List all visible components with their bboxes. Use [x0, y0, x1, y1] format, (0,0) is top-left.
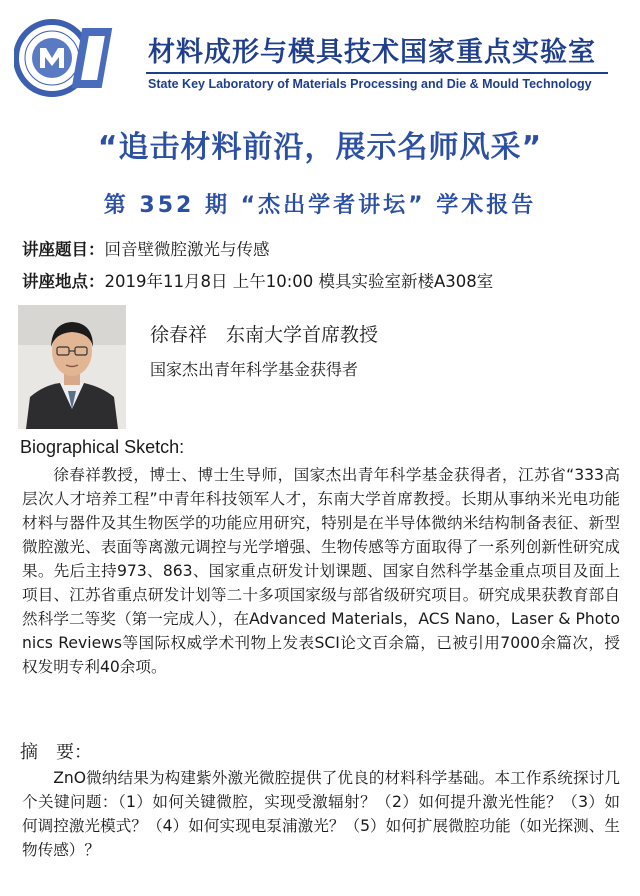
abstract-text: ZnO微纳结果为构建紫外激光微腔提供了优良的材料科学基础。本工作系统探讨几个关键问题：（1）如何关键微腔，实现受激辐射？（2）如何提升激光性能？（3）如何调控激光模式？（4）如何实现电泵浦激光？（5）如何扩展微腔功能（如光探测、生物传感）？ [22, 769, 620, 859]
speaker-photo [18, 305, 126, 429]
topic-value: 回音壁微腔激光与传感 [104, 240, 270, 259]
forum-title: 第 352 期 “杰出学者讲坛” 学术报告 [103, 193, 537, 218]
speaker-honor: 国家杰出青年科学基金获得者 [150, 360, 359, 379]
lab-logo [14, 18, 124, 98]
lab-name-en: State Key Laboratory of Materials Processing and Die & Mould Technology [148, 77, 592, 91]
slogan: “追击材料前沿，展示名师风采” [97, 130, 543, 165]
bio-text: 徐春祥教授，博士、博士生导师，国家杰出青年科学基金获得者，江苏省“333高层次人才培养工程”中青年科技领军人才，东南大学首席教授。长期从事纳米光电功能材料与器件及其生物医学的功能应用研究，特别是在半导体微纳米结构制备表征、新型微腔激光、表面等离激元调控与光学增强、生物传感等方面取得了一系列创新性研究成果。先后主持973、863、国家重点研发计划课题、国家自然科学基金重点项目及面上项目、江苏省重点研发计划等二十多项国家级与部省级研究项目。研究成果获教育部自然科学二等奖（第一完成人），在Advanced Materials，ACS Nano，Laser & Photonics Reviews等国际权威学术刊物上发表SCI论文百余篇，已被引用7000余篇次，授权发明专利40余项。 [22, 466, 620, 676]
header-divider [146, 72, 608, 74]
topic-line [22, 236, 270, 260]
venue-value: 2019年11月8日 上午10:00 模具实验室新楼A308室 [104, 272, 494, 291]
lab-name-cn: 材料成形与模具技术国家重点实验室 [148, 37, 596, 68]
bio-heading: Biographical Sketch: [20, 437, 185, 457]
speaker-name: 徐春祥 东南大学首席教授 [150, 324, 379, 346]
venue-label: 讲座地点： [22, 272, 105, 291]
venue-line [22, 268, 493, 292]
abstract-heading: 摘 要： [20, 742, 92, 763]
topic-label: 讲座题目： [22, 240, 105, 259]
